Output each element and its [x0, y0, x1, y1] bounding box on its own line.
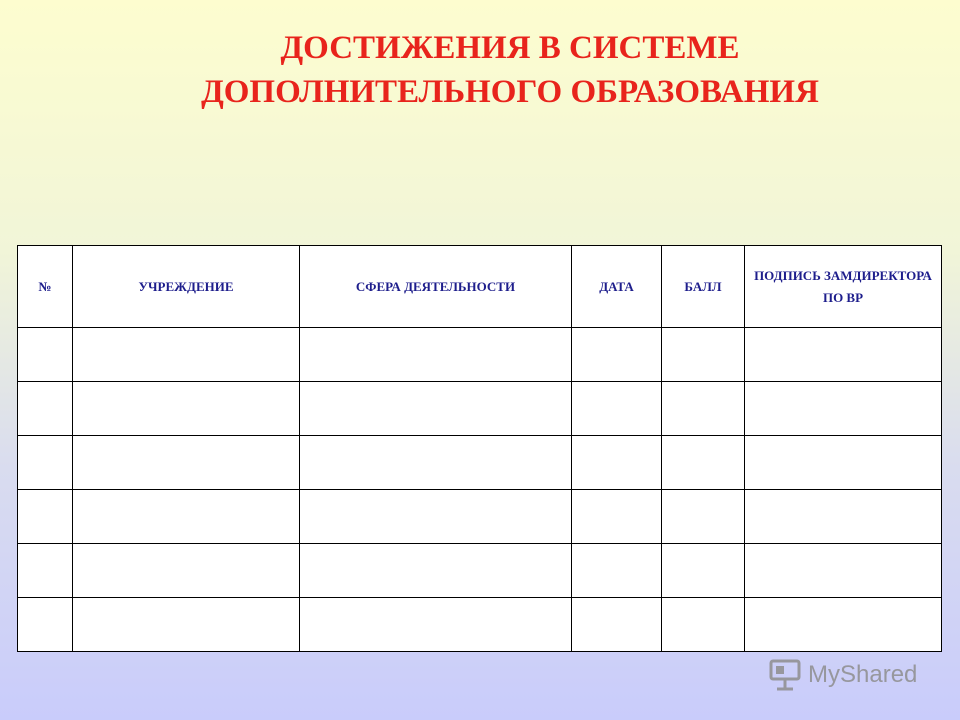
table-cell — [300, 598, 572, 652]
table-cell — [662, 436, 745, 490]
table-cell — [745, 598, 942, 652]
table-cell — [662, 598, 745, 652]
table-cell — [662, 544, 745, 598]
table-cell — [73, 328, 300, 382]
table-cell — [18, 328, 73, 382]
table-cell — [572, 436, 662, 490]
table-cell — [300, 490, 572, 544]
table-row — [18, 382, 942, 436]
table-cell — [73, 598, 300, 652]
table-cell — [572, 544, 662, 598]
table-cell — [73, 490, 300, 544]
table-row — [18, 490, 942, 544]
table-cell — [300, 436, 572, 490]
table-cell — [18, 598, 73, 652]
table-row — [18, 436, 942, 490]
column-header-activity-area: СФЕРА ДЕЯТЕЛЬНОСТИ — [300, 246, 572, 328]
table-cell — [662, 382, 745, 436]
table-cell — [18, 382, 73, 436]
table-cell — [73, 382, 300, 436]
table-row — [18, 328, 942, 382]
table-cell — [745, 328, 942, 382]
table-row — [18, 598, 942, 652]
column-header-number: № — [18, 246, 73, 328]
column-header-score: БАЛЛ — [662, 246, 745, 328]
table-cell — [662, 328, 745, 382]
table-cell — [745, 490, 942, 544]
table-cell — [300, 544, 572, 598]
table-cell — [572, 490, 662, 544]
table-cell — [73, 436, 300, 490]
table-cell — [18, 436, 73, 490]
table-cell — [18, 490, 73, 544]
column-header-date: ДАТА — [572, 246, 662, 328]
column-header-signature: ПОДПИСЬ ЗАМДИРЕКТОРА ПО ВР — [745, 246, 942, 328]
watermark-text: MyShared — [808, 661, 918, 688]
page-title-line-2: ДОПОЛНИТЕЛЬНОГО ОБРАЗОВАНИЯ — [201, 74, 819, 110]
column-header-institution: УЧРЕЖДЕНИЕ — [73, 246, 300, 328]
table-cell — [73, 544, 300, 598]
page-title-line-1: ДОСТИЖЕНИЯ В СИСТЕМЕ — [280, 30, 740, 66]
table-cell — [18, 544, 73, 598]
table-cell — [572, 382, 662, 436]
table-cell — [745, 544, 942, 598]
myshared-watermark — [768, 657, 917, 693]
achievements-table — [17, 245, 942, 652]
table-cell — [300, 328, 572, 382]
table-row — [18, 544, 942, 598]
table-cell — [300, 382, 572, 436]
table-header-row — [18, 246, 942, 328]
table-cell — [745, 382, 942, 436]
page-title — [0, 26, 960, 114]
table-cell — [745, 436, 942, 490]
table-cell — [572, 328, 662, 382]
table-cell — [662, 490, 745, 544]
table-cell — [572, 598, 662, 652]
presentation-board-icon — [768, 658, 802, 692]
